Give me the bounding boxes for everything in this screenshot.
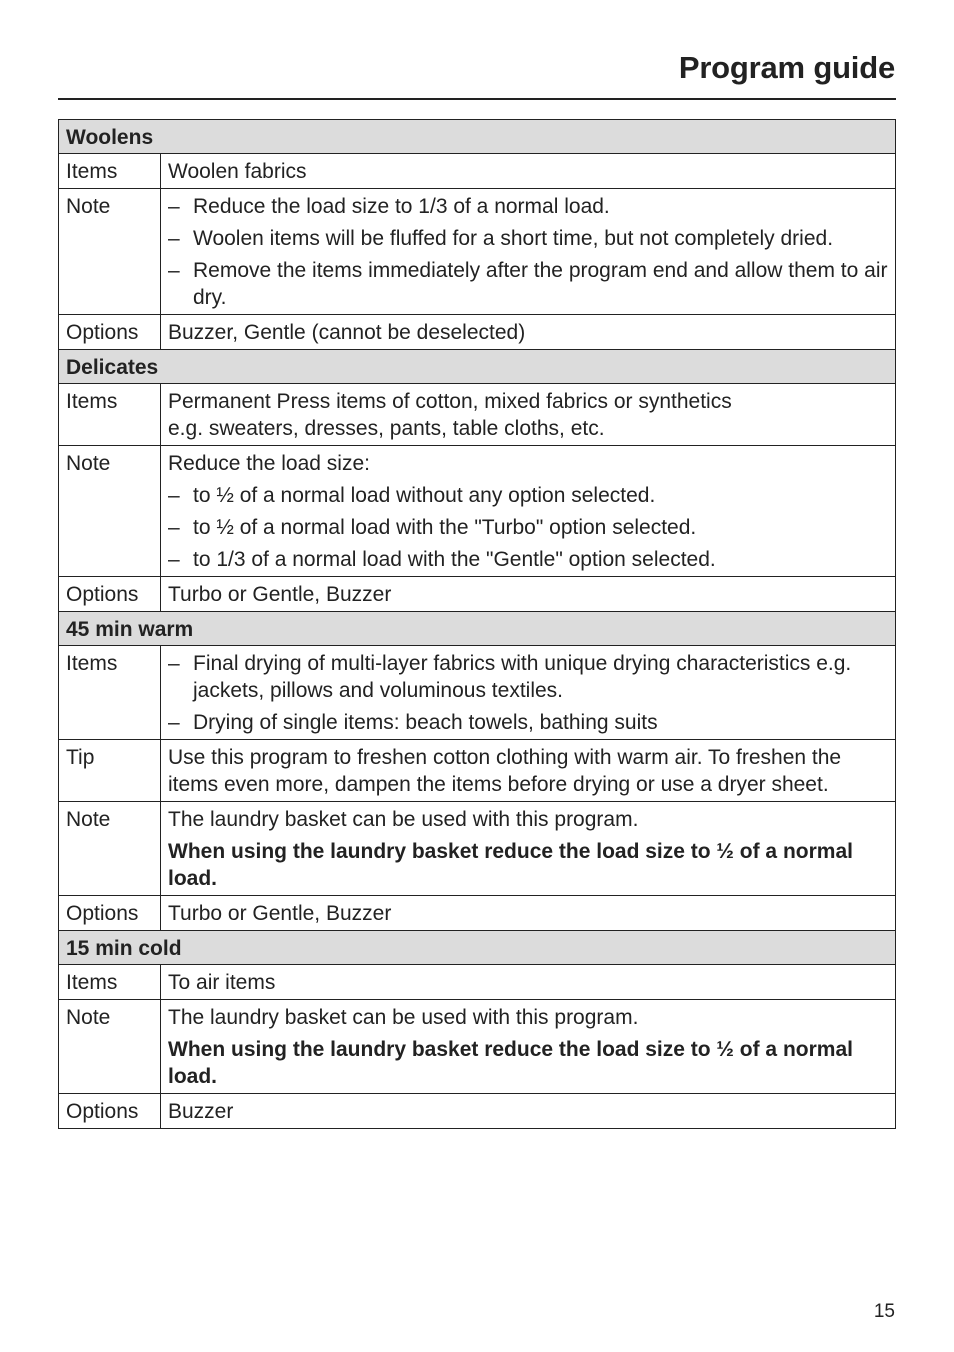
row-text: Buzzer, Gentle (cannot be deselected) [168,321,526,344]
page-number: 15 [873,1301,895,1322]
row-text: Use this program to freshen cotton clothing with warm air. To freshen the items even more, dampen the items before drying or use a dryer sheet. [168,746,842,796]
row-label: Options [59,315,161,350]
list-item: – Remove the items immediately after the program end and allow them to air dry. [168,257,889,311]
dash-list [168,650,889,736]
row-value [161,896,896,931]
row-value [161,1094,896,1129]
row-text: Permanent Press items of cotton, mixed fabrics or synthetics [168,390,732,413]
row-value [161,965,896,1000]
row-text: The laundry basket can be used with this program. [168,1006,639,1029]
table-row [59,384,896,446]
table-row [59,1094,896,1129]
row-label: Options [59,1094,161,1129]
section-title: 45 min warm [59,612,896,646]
list-item: – Woolen items will be fluffed for a short time, but not completely dried. [168,225,889,252]
dash-list [168,193,889,311]
table-row [59,154,896,189]
row-text: e.g. sweaters, dresses, pants, table cloths, etc. [168,417,605,440]
row-value [161,189,896,315]
row-label: Items [59,154,161,189]
section-header-row [59,931,896,965]
section-title: 15 min cold [59,931,896,965]
table-row [59,802,896,896]
row-label: Tip [59,740,161,802]
row-value [161,315,896,350]
row-value [161,646,896,740]
list-item: – Reduce the load size to 1/3 of a normal load. [168,193,889,220]
row-label: Items [59,646,161,740]
row-value [161,802,896,896]
row-text: Woolen fabrics [168,160,307,183]
row-label: Note [59,189,161,315]
section-header-row [59,120,896,154]
section-title: Delicates [59,350,896,384]
program-guide-body [59,120,896,1129]
section-header-row [59,612,896,646]
row-text: Buzzer [168,1100,234,1123]
list-item: – Drying of single items: beach towels, bathing suits [168,709,889,736]
list-item: – to ½ of a normal load with the "Turbo" option selected. [168,514,889,541]
row-label: Options [59,577,161,612]
row-value [161,577,896,612]
row-value [161,740,896,802]
table-row [59,896,896,931]
table-row [59,446,896,577]
row-label: Note [59,446,161,577]
dash-list [168,482,889,573]
table-row [59,740,896,802]
page-title: Program guide [678,50,895,85]
list-item: – to 1/3 of a normal load with the "Gentle" option selected. [168,546,889,573]
title-divider [58,98,896,100]
table-row [59,189,896,315]
table-row [59,577,896,612]
table-row [59,315,896,350]
row-value [161,154,896,189]
row-value [161,1000,896,1094]
list-item: – Final drying of multi-layer fabrics with unique drying characteristics e.g. jackets, pillows and voluminous textiles. [168,650,889,704]
list-item: – to ½ of a normal load without any option selected. [168,482,889,509]
row-label: Options [59,896,161,931]
row-text: Turbo or Gentle, Buzzer [168,583,392,606]
row-label: Note [59,1000,161,1094]
row-label: Note [59,802,161,896]
row-text: To air items [168,971,276,994]
section-header-row [59,350,896,384]
row-label: Items [59,965,161,1000]
section-title: Woolens [59,120,896,154]
row-text: Turbo or Gentle, Buzzer [168,902,392,925]
row-intro: Reduce the load size: [168,452,370,475]
warning-text: When using the laundry basket reduce the load size to ½ of a normal load. [168,1038,853,1088]
row-value [161,384,896,446]
table-row [59,965,896,1000]
warning-text: When using the laundry basket reduce the load size to ½ of a normal load. [168,840,853,890]
program-guide-table [58,119,896,1129]
row-text: The laundry basket can be used with this program. [168,808,639,831]
table-row [59,1000,896,1094]
table-row [59,646,896,740]
row-value [161,446,896,577]
row-label: Items [59,384,161,446]
